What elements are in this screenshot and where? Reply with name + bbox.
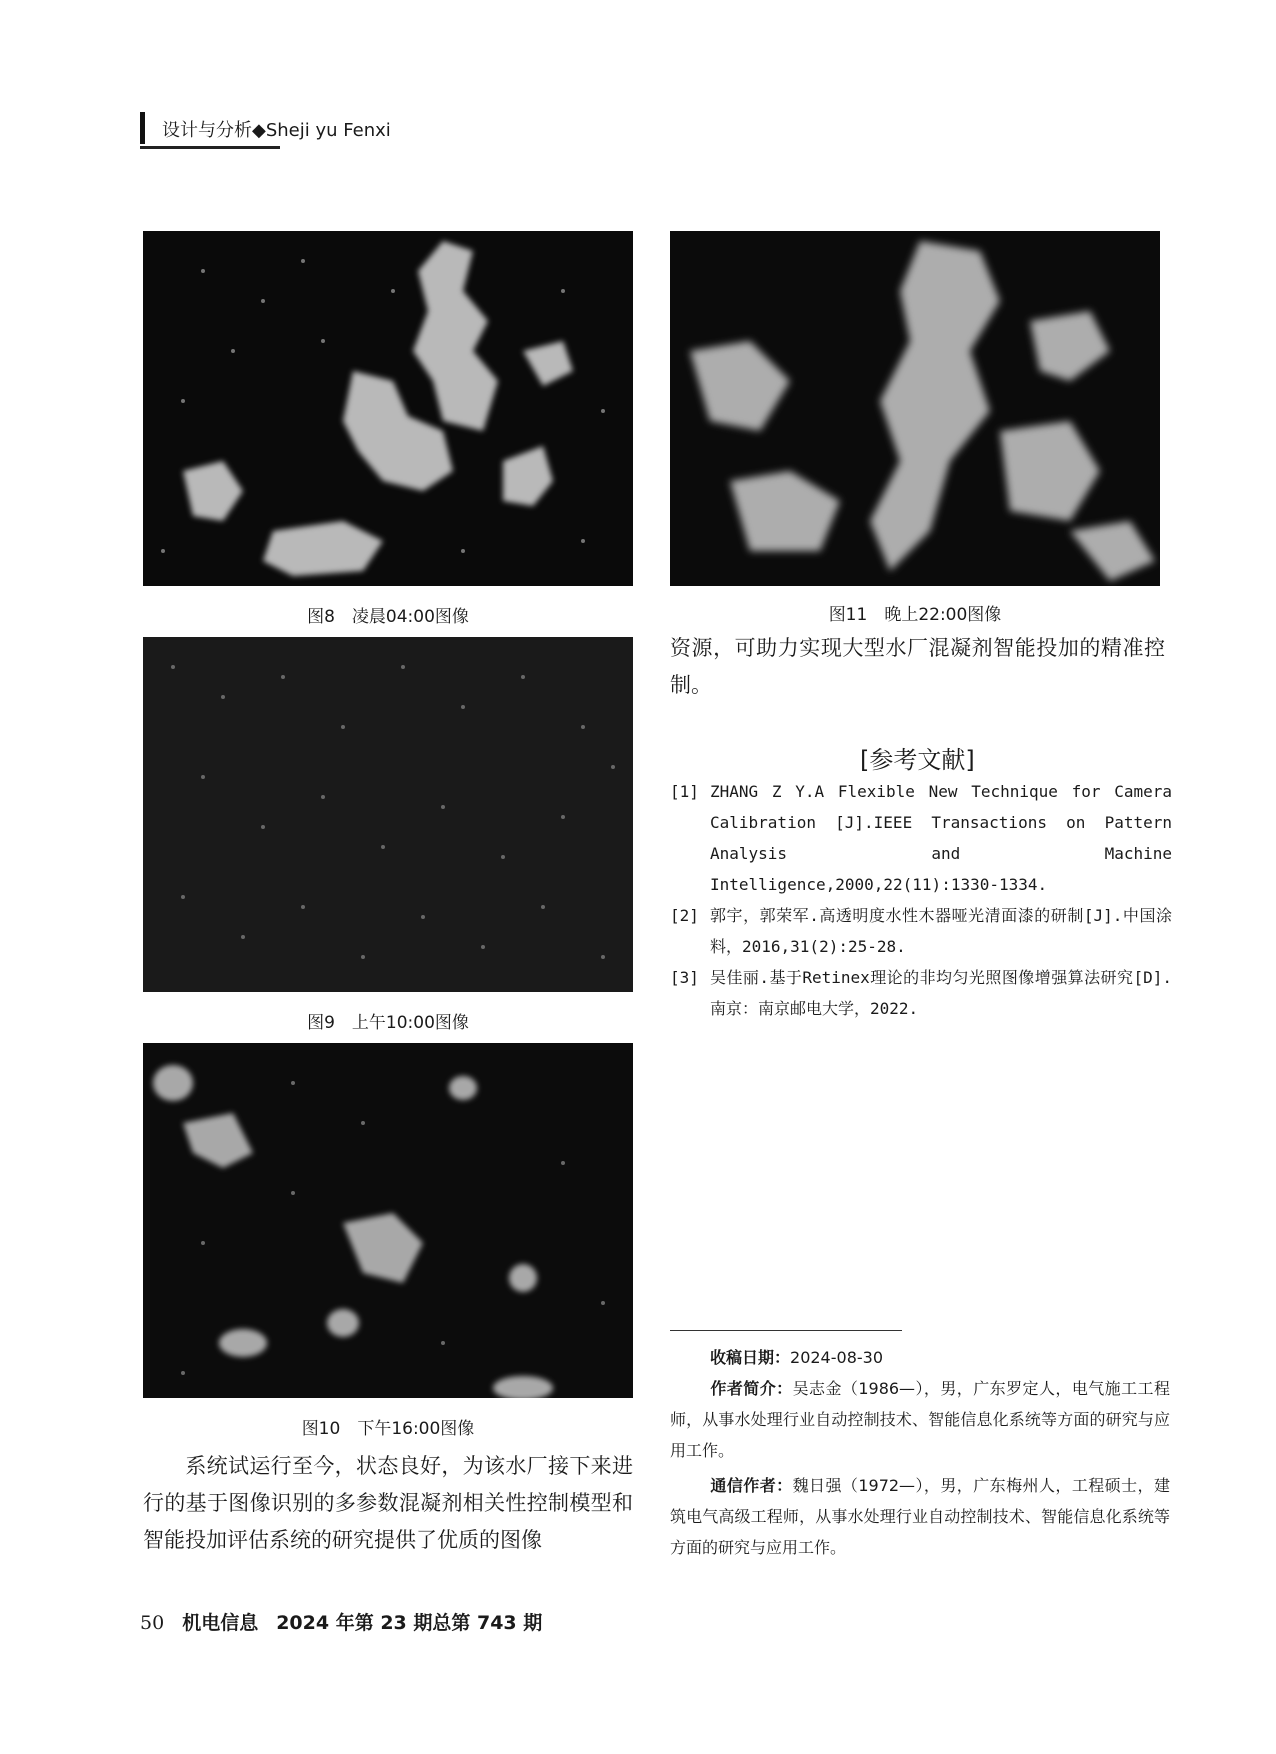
reference-number: [1] [670,782,699,801]
figure-11-caption: 图11 晚上22:00图像 [828,605,1002,625]
footnote-rule [670,1330,902,1331]
issue-info: 2024 年第 23 期总第 743 期 [276,1612,543,1634]
corresponding-author-label: 通信作者： [710,1476,793,1495]
reference-text: ZHANG Z Y.A Flexible New Technique for Camera Calibration [J].IEEE Transactions on Pattern Analysis and Machine Intelligence,2000,22(11):1330-1334. [710,782,1172,894]
reference-text: 吴佳丽.基于Retinex理论的非均匀光照图像增强算法研究[D].南京：南京邮电大学，2022. [710,968,1172,1018]
reference-number: [3] [670,968,699,987]
body-paragraph-left-text: 系统试运行至今，状态良好，为该水厂接下来进行的基于图像识别的多参数混凝剂相关性控制模型和智能投加评估系统的研究提供了优质的图像 [143,1454,633,1552]
header-section-title: 设计与分析◆Sheji yu Fenxi [162,120,391,141]
figure-9-caption: 图9 上午10:00图像 [307,1013,469,1033]
references-title: [参考文献] [860,746,975,774]
header-bar [140,112,145,144]
received-date-label: 收稿日期： [710,1348,791,1367]
figure-11-image [670,231,1160,586]
page-number: 50 [140,1612,165,1634]
figure-9-image [143,637,633,992]
reference-item [670,962,1172,1024]
figure-8-image [143,231,633,586]
figure-10-image [143,1043,633,1398]
figure-10-caption: 图10 下午16:00图像 [301,1419,475,1439]
author-bio-label: 作者简介： [710,1379,793,1398]
received-date [670,1342,1170,1373]
header-rule [140,146,280,149]
reference-number: [2] [670,906,699,925]
body-paragraph-left [143,1448,633,1559]
corresponding-author [670,1470,1170,1563]
reference-text: 郭宇，郭荣军.高透明度水性木器哑光清面漆的研制[J].中国涂料，2016,31(2):25-28. [710,906,1172,956]
author-bio [670,1373,1170,1466]
journal-name: 机电信息 [182,1612,259,1634]
reference-item [670,900,1172,962]
author-bio-text: 吴志金（1986—），男，广东罗定人，电气施工工程师，从事水处理行业自动控制技术、智能信息化系统等方面的研究与应用工作。 [670,1379,1170,1460]
corresponding-author-text: 魏日强（1972—），男，广东梅州人，工程硕士，建筑电气高级工程师，从事水处理行业自动控制技术、智能信息化系统等方面的研究与应用工作。 [670,1476,1170,1557]
received-date-value: 2024-08-30 [790,1348,883,1367]
page-footer [140,1608,542,1635]
reference-item [670,776,1172,900]
body-paragraph-right: 资源，可助力实现大型水厂混凝剂智能投加的精准控制。 [670,636,1165,697]
figure-8-caption: 图8 凌晨04:00图像 [307,607,469,627]
